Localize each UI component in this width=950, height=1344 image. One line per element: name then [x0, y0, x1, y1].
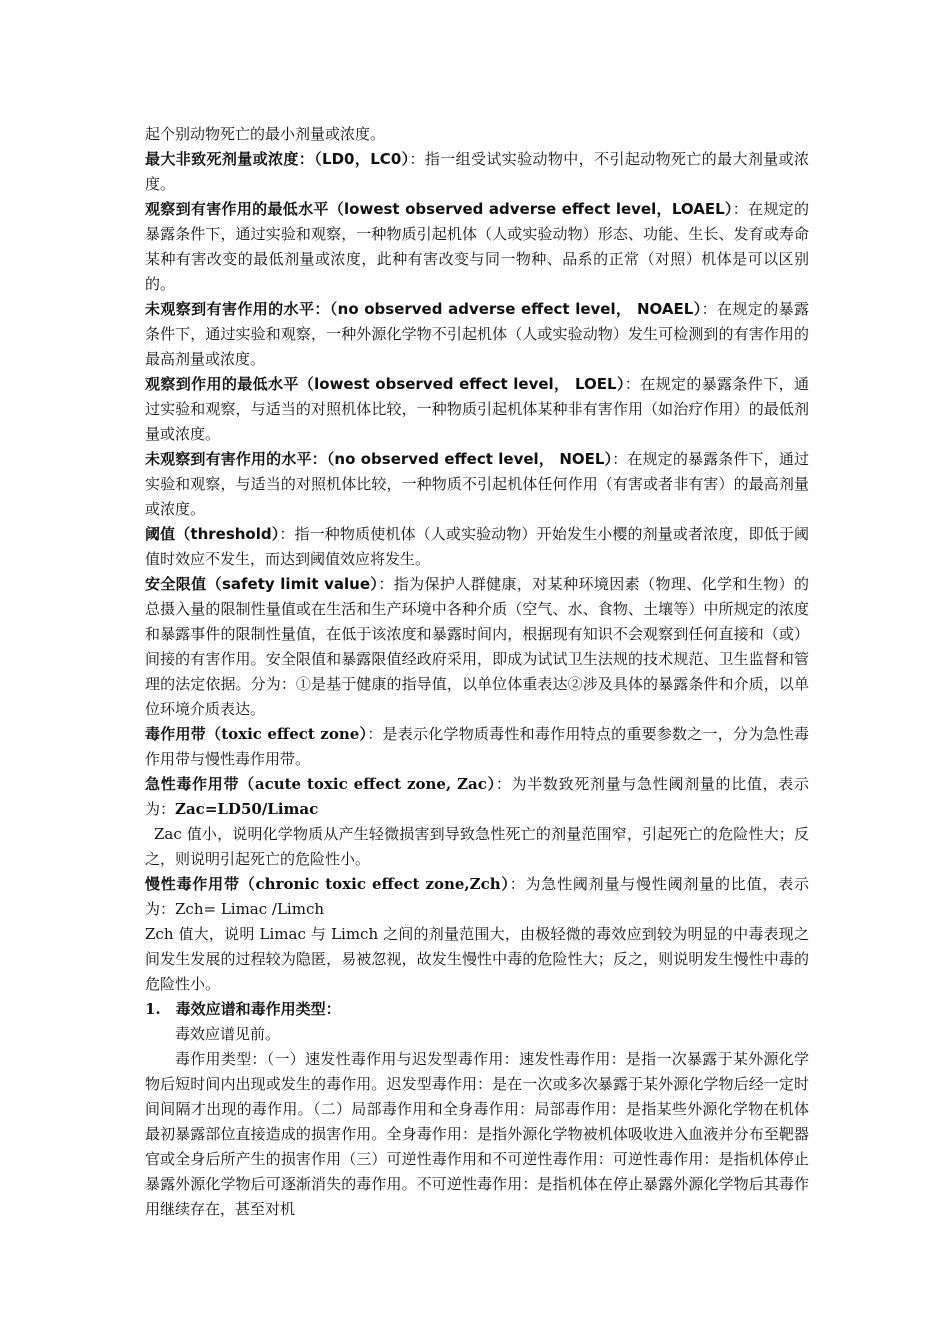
document-body	[145, 122, 809, 1222]
paragraph-body: ：是表示化学物质毒性和毒作用特点的重要参数之一，分为急性毒作用带与慢性毒作用带。	[145, 725, 809, 768]
paragraph-loael	[145, 197, 809, 297]
paragraph-noael	[145, 297, 809, 372]
paragraph-body: Zch 值大，说明 Limac 与 Limch 之间的剂量范围大，由极轻微的毒效应到较为明显的中毒表现之间发生发展的过程较为隐匿，易被忽视，故发生慢性中毒的危险性大；反之，则说明发生慢性中毒的危险性小。	[145, 925, 809, 993]
paragraph-acute-zone	[145, 772, 809, 822]
paragraph-body: ：在规定的暴露条件下，通过实验和观察，与适当的对照机体比较，一种物质引起机体某种非有害作用（如治疗作用）的最低剂量或浓度。	[145, 375, 809, 443]
paragraph-body: 起个别动物死亡的最小剂量或浓度。	[145, 125, 386, 143]
term-safety-limit: 安全限值（safety limit value）	[145, 575, 379, 593]
term-acute-zone: 急性毒作用带（acute toxic effect zone, Zac）	[145, 775, 496, 793]
paragraph-zch-explain	[145, 922, 809, 997]
paragraph-noel	[145, 447, 809, 522]
paragraph-body: ：指为保护人群健康，对某种环境因素（物理、化学和生物）的总摄入量的限制性量值或在生活和生产环境中各种介质（空气、水、食物、土壤等）中所规定的浓度和暴露事件的限制性量值，在低于该浓度和暴露时间内，根据现有知识不会观察到任何直接和（或）间接的有害作用。安全限值和暴露限值经政府采用，即成为试试卫生法规的技术规范、卫生监督和管理的法定依据。分为：①是基于健康的指导值，以单位体重表达②涉及具体的暴露条件和介质，以单位环境介质表达。	[145, 575, 809, 718]
term-threshold: 阈值（threshold）	[145, 525, 280, 543]
section-paragraph-types: 毒作用类型：（一）速发性毒作用与迟发型毒作用：速发性毒作用：是指一次暴露于某外源化学物后短时间内出现或发生的毒作用。迟发型毒作用：是在一次或多次暴露于某外源化学物后经一定时间间隔才出现的毒作用。（二）局部毒作用和全身毒作用：局部毒作用：是指某些外源化学物在机体最初暴露部位直接造成的损害作用。全身毒作用：是指外源化学物被机体吸收进入血液并分布至靶器官或全身后所产生的损害作用（三）可逆性毒作用和不可逆性毒作用：可逆性毒作用：是指机体停止暴露外源化学物后可逐渐消失的毒作用。不可逆性毒作用：是指机体在停止暴露外源化学物后其毒作用继续存在，甚至对机	[145, 1050, 809, 1218]
paragraph-body: ：在规定的暴露条件下，通过实验和观察，一种外源化学物不引起机体（人或实验动物）发生可检测到的有害作用的最高剂量或浓度。	[145, 300, 809, 368]
paragraph-safety-limit	[145, 572, 809, 722]
term-chronic-zone: 慢性毒作用带（chronic toxic effect zone,Zch）	[145, 875, 510, 893]
section-heading: 1. 毒效应谱和毒作用类型：	[145, 1000, 341, 1018]
term-loel: 观察到作用的最低水平（lowest observed effect level， LOEL）	[145, 375, 625, 393]
paragraph-body: ：在规定的暴露条件下，通过实验和观察，一种物质引起机体（人或实验动物）形态、功能、生长、发育或寿命某种有害改变的最低剂量或浓度，此种有害改变与同一物种、品系的正常（对照）机体是可以区别的。	[145, 200, 809, 293]
paragraph-body: ：为半数致死剂量与急性阈剂量的比值，表示为：	[145, 775, 809, 818]
paragraph-zac-explain	[145, 822, 809, 872]
paragraph-body: ：指一种物质使机体（人或实验动物）开始发生小樱的剂量或者浓度，即低于阈值时效应不发生，而达到阈值效应将发生。	[145, 525, 809, 568]
term-ld0: 最大非致死剂量或浓度：（LD0，LC0）	[145, 150, 410, 168]
paragraph-body: ：指一组受试实验动物中，不引起动物死亡的最大剂量或浓度。	[145, 150, 809, 193]
term-noael: 未观察到有害作用的水平：（no observed adverse effect level， NOAEL）	[145, 300, 702, 318]
paragraph-body: ：在规定的暴露条件下，通过实验和观察，与适当的对照机体比较，一种物质不引起机体任何作用（有害或者非有害）的最高剂量或浓度。	[145, 450, 809, 518]
section-paragraph-spectrum: 毒效应谱见前。	[175, 1025, 281, 1043]
paragraph-0	[145, 122, 809, 147]
paragraph-body: Zac 值小，说明化学物质从产生轻微损害到导致急性死亡的剂量范围窄，引起死亡的危险性大；反之，则说明引起死亡的危险性小。	[145, 825, 809, 868]
paragraph-loel	[145, 372, 809, 447]
paragraph-threshold	[145, 522, 809, 572]
paragraph-chronic-zone	[145, 872, 809, 922]
paragraph-body: ：为急性阈剂量与慢性阈剂量的比值，表示为：Zch= Limac /Limch	[145, 875, 809, 918]
term-loael: 观察到有害作用的最低水平（lowest observed adverse effect level，LOAEL）	[145, 200, 733, 218]
term-noel: 未观察到有害作用的水平：（no observed effect level， NOEL）	[145, 450, 613, 468]
paragraph-ld0	[145, 147, 809, 197]
paragraph-toxic-effect-zone	[145, 722, 809, 772]
term-toxic-effect-zone: 毒作用带（toxic effect zone）	[145, 725, 368, 743]
formula-zac: Zac=LD50/Limac	[175, 800, 319, 818]
